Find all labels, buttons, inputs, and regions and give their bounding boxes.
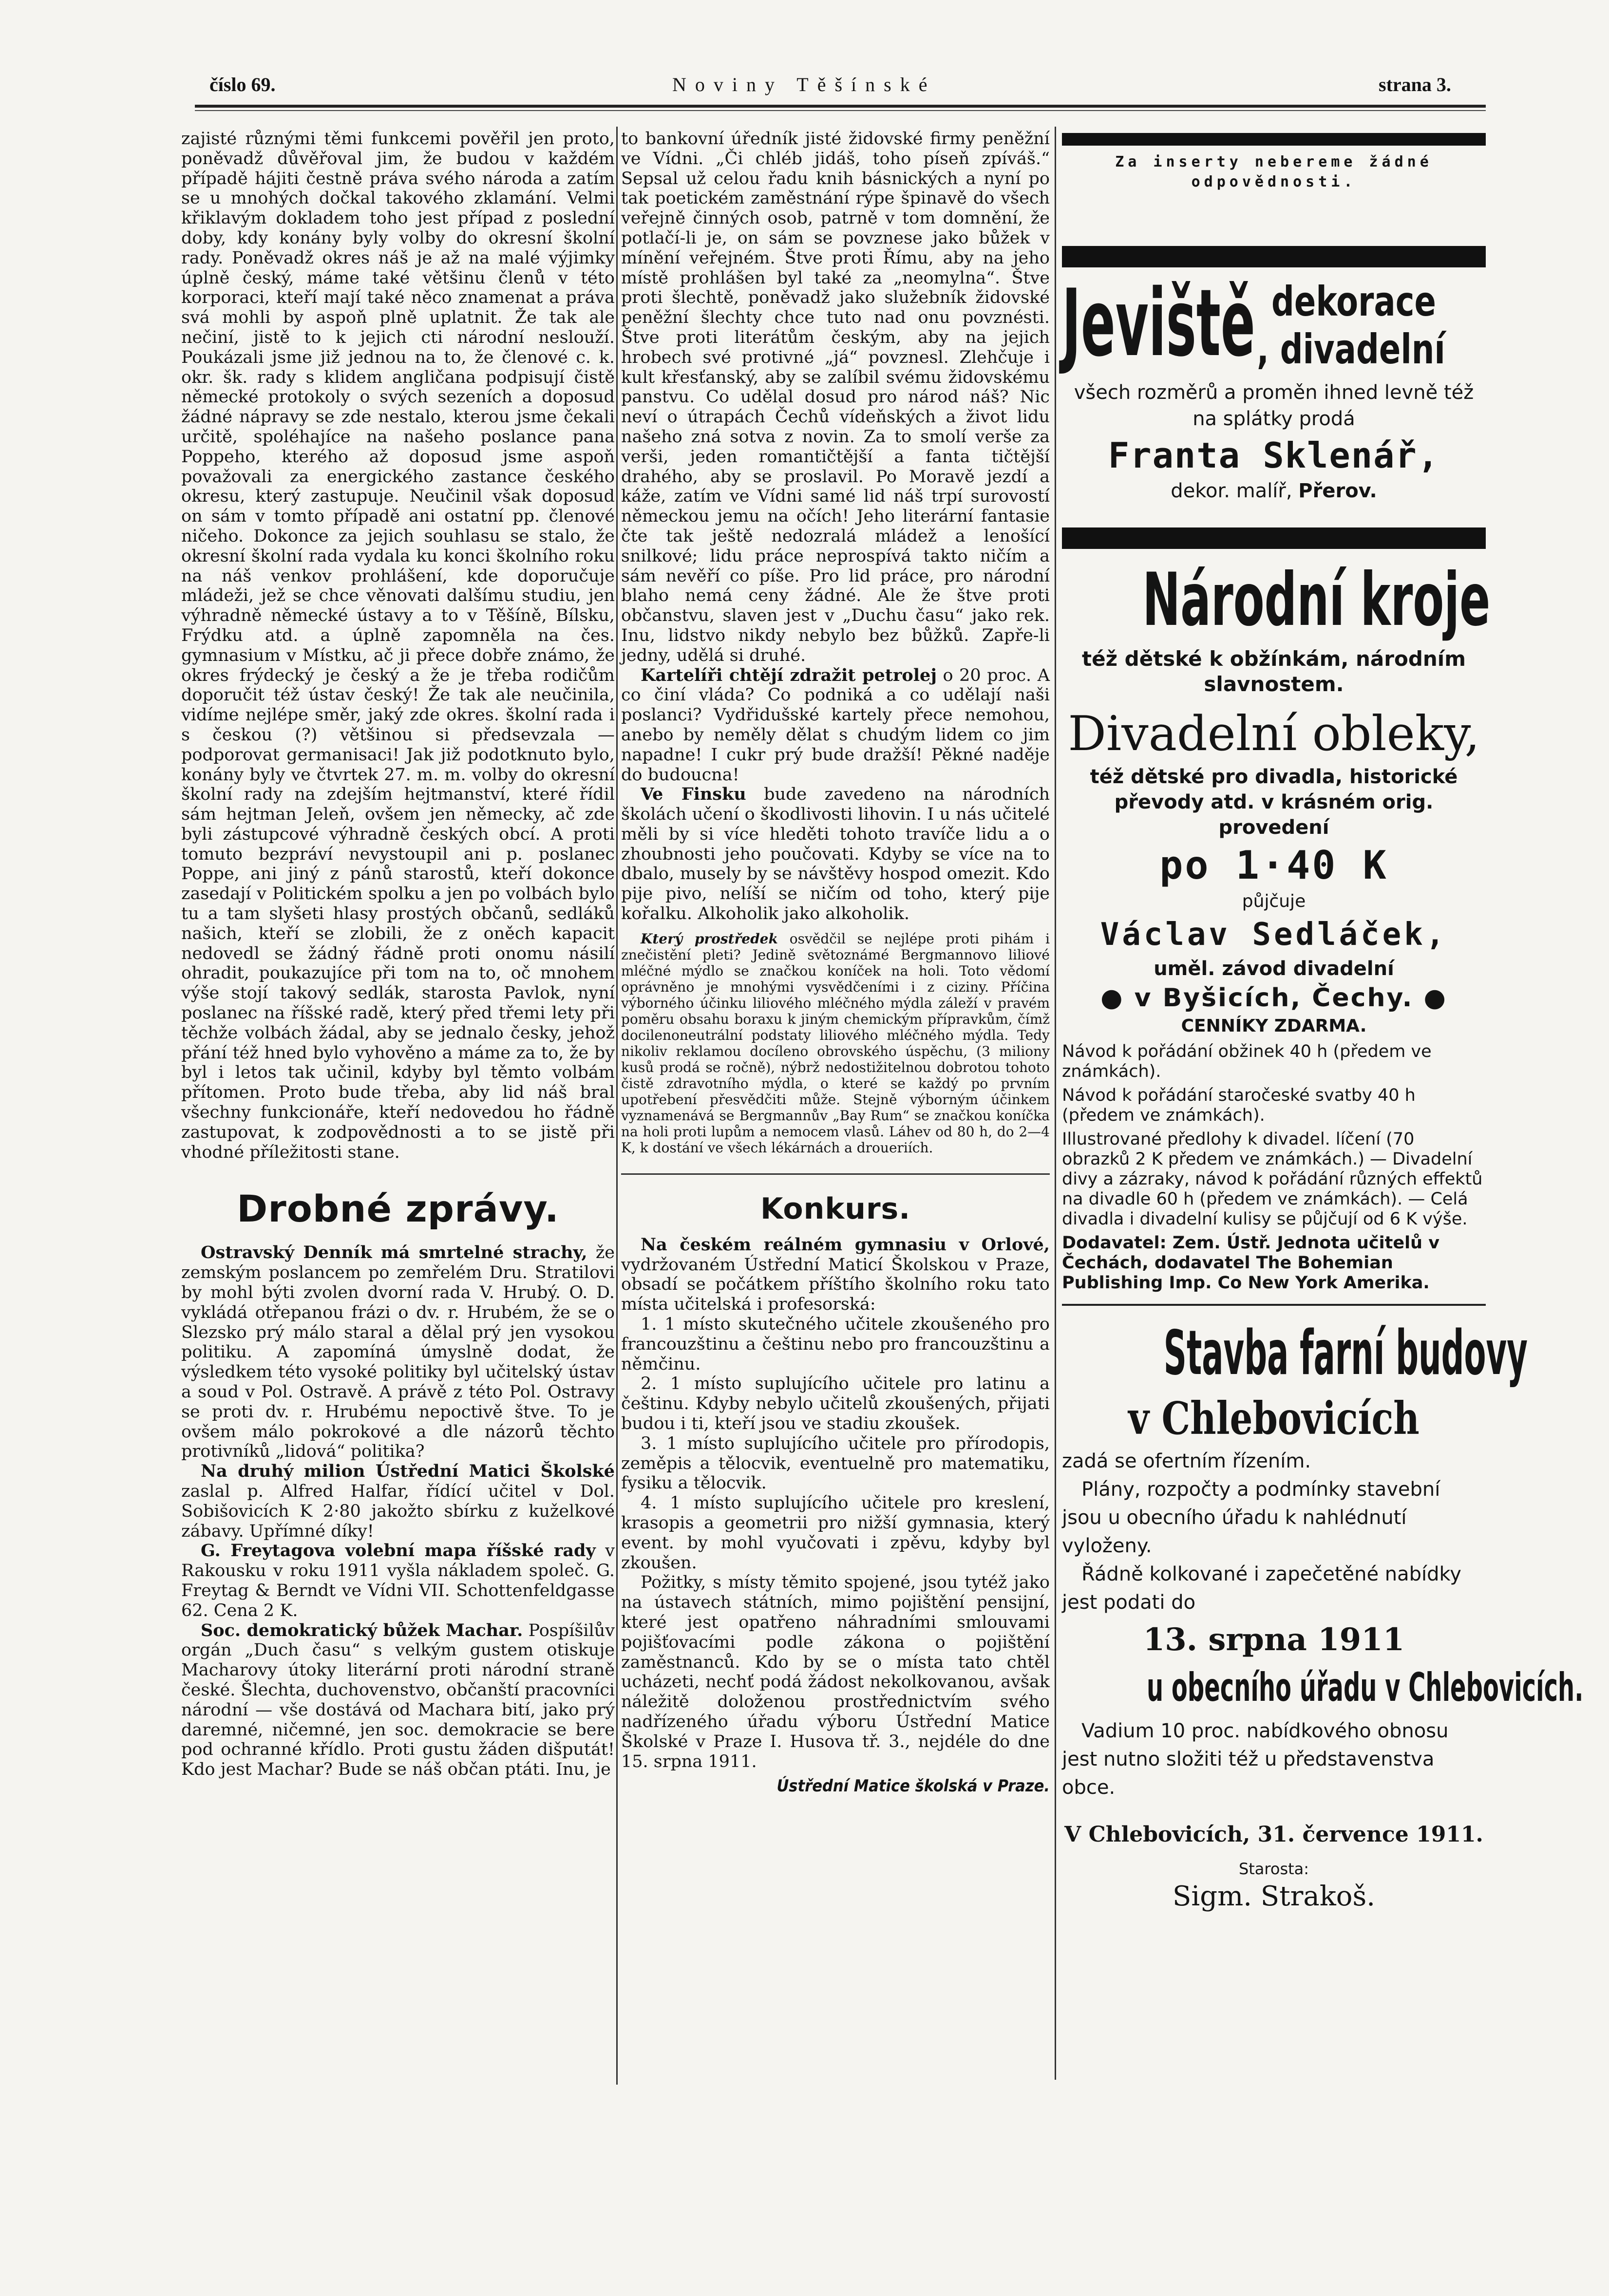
- ad-sedlacek: Václav Sedláček,: [1100, 916, 1448, 953]
- ad-place: ● v Byšicích, Čechy. ●: [1100, 983, 1447, 1013]
- ad-items: [1062, 1042, 1486, 1293]
- header-rule: [195, 105, 1486, 108]
- ad-item: Illustrované předlohy k divadel. líčení (70 obrazků 2 K předem ve známkách.) — Divadelní divy a zázraky, návod k pořádání různých effektů na divadle 60 h (předem ve známkách). — Celá divadla i divadelní kulisy se půjčují od 6 K výše.: [1062, 1129, 1483, 1229]
- ad-stavba-office: u obecního úřadu v Chlebovicích.: [1147, 1664, 1584, 1710]
- news-item: Kartelíři chtějí zdražit petrolej o 20 proc. A co činí vláda? Co podniká a co udělají naši poslanci? Vydřidušské kartely přece nemohou, anebo by neměly dělat s chudým lidem co jim napadne! I cukr prý bude dražší! Pěkné naděje do budoucna!: [621, 665, 1050, 785]
- ad-kroje-line: též dětské k obžínkám, národním slavnostem.: [1082, 646, 1466, 696]
- page-number: strana 3.: [1379, 74, 1451, 95]
- issue-number: číslo 69.: [209, 74, 276, 95]
- ad-obleky-text: též dětské pro divadla, historické převody atd. v krásném orig. provedení: [1090, 765, 1458, 839]
- ad-obleky: Divadelní obleky,: [1068, 706, 1480, 762]
- article-continuation: zajisté různými těmi funkcemi pověřil jen proto, poněvadž důvěřoval jim, že budou v každém případě hájiti čestně práva svého národa a zatím se u mnohých dočkal takového zklamání. Velmi křiklavým dokladem toho jest případ z poslední doby, kdy konány byly volby do okresní školní rady. Poněvadž okres náš je až na malé výjimky úplně český, máme také většinu členů v této korporaci, kteří mají také něco znamenat a práva svá mohli by aspoň plně uplatnit. Že tak ale nečiní, jistě to k jejich cti národní neslouží. Poukázali jsme již jednou na to, že členové c. k. okr. šk. rady s klidem angličana podpisují čistě německé protokoly o svých sezeních a doposud žádné nápravy se zde nestalo, kterou jsme čekali určitě, spoléhajíce na našeho poslance pana Poppeho, kterého až doposud jsme aspoň považovali za energického zastance českého okresu, který zastupuje. Neučinil však doposud on sám v tomto případě ani ostatní pp. členové ničeho. Dokonce za jejich souhlasu se stalo, že okresní školní rada vydala ku konci školního roku na náš venkov prohlášení, kde doporučuje mládeži, jež se chce věnovati dalšímu studiu, jen výhradně německé ústavy a to v Těšíně, Bílsku, Frýdku atd. a úplně zapomněla na čes. gymnasium v Místku, ač ji přece dobře známo, že okres frýdecký je český a že je třeba rodičům doporučit též ústav český! Že tak ale neučinila, vidíme nejlépe směr, jaký zde okres. školní rada i s českou (?) většinou si předsevzala — podporovat germanisaci! Jak již podotknuto bylo, konány byly ve čtvrtek 27. m. m. volby do okresní školní rady na zdejším hejtmanství, které řídil sám hejtman Jeleň, ovšem jen německy, ač zde byli zástupcové výhradně českých obcí. A proti tomuto bezpráví nevystoupil ani p. poslanec Poppe, ani jiný z pánů starostů, kteří dokonce zasedají v Politickém spolku a jen po volbách bylo tu a tam slyšeti hlasy prostých občanů, sedláků našich, kteří se zlobili, že z oněch kapacit nedovedl se žádný řádně proti onomu násilí ohradit, poukazujíce při tom na to, oč mnohem výše stojí takový sedlák, starosta Pavlok, nyní poslanec na říšské radě, který před třemi lety při těchže volbách žádal, aby se jednalo česky, jehož přání též hned bylo vyhověno a máme za to, že by byl i letos tak učinil, kdyby byl těmto volbám přítomen. Proto bude třeba, aby lid náš bral všechny funkcionáře, kteří nedovedou ho řádně zastupovat, k zodpovědnosti a to se jistě při vhodné příležitosti stane.: [181, 129, 615, 1162]
- column-left: [181, 129, 615, 1780]
- column-ads: [1062, 129, 1584, 1914]
- ad-item: Návod k pořádání obžinek 40 h (předem ve známkách).: [1062, 1041, 1432, 1081]
- ad-stavba-text: Plány, rozpočty a podmínky stavební jsou u obecního úřadu k nahlédnutí vyloženy.: [1062, 1478, 1440, 1557]
- divider: [1062, 1304, 1486, 1306]
- news-item: Na druhý milion Ústřední Matici Školské zaslal p. Alfred Halfar, řídící učitel v Dol. Sobišovicích K 2·80 jakožto sbírku z kuželkové zábavy. Upřímné díky!: [181, 1461, 615, 1541]
- header-rule-thin: [195, 110, 1486, 111]
- ad-jeviste-right1: dekorace: [1271, 277, 1436, 325]
- insert-notice: Za inserty nebereme žádné odpovědnosti.: [1115, 153, 1433, 190]
- konkurs-item: 3. 1 místo suplujícího učitele pro přírodopis, zeměpis a tělocvik, eventuelně pro matematiku, fysiku a tělocvik.: [621, 1433, 1050, 1493]
- bullet-icon: ●: [1100, 983, 1124, 1013]
- ad-stavba-signature: Sigm. Strakoš.: [1172, 1880, 1376, 1912]
- ad-kroje-title: Národní kroje: [1142, 557, 1491, 642]
- ad-jeviste-text: všech rozměrů a proměn ihned levně též na splátky prodá: [1074, 381, 1474, 430]
- section-heading: Drobné zprávy.: [237, 1187, 559, 1231]
- divider: [621, 1173, 1050, 1175]
- ad-stavba-dated: V Chlebovicích, 31. července 1911.: [1064, 1822, 1483, 1847]
- news-item: Ve Finsku bude zavedeno na národních školách učení o škodlivosti lihovin. I u nás učitelé měli by si více hleděti tohoto travíče lidu a o zhoubnosti jeho poučovati. Kdyby se více na to dbalo, musely by se návštěvy hospod omezit. Kdo pije pivo, nelíší se ničím od toho, který pije kořalku. Alkoholik jako alkoholik.: [621, 784, 1050, 924]
- ad-stavba-title: Stavba farní budovy: [1163, 1317, 1528, 1389]
- ad-item: Dodavatel: Zem. Ústř. Jednota učitelů v Čechách, dodavatel The Bohemian Publishing Imp. Co New York Amerika.: [1062, 1233, 1440, 1293]
- column-middle: [621, 129, 1050, 1796]
- ad-bar: [1062, 527, 1486, 549]
- konkurs-item: 2. 1 místo suplujícího učitele pro latinu a češtinu. Kdyby nebylo učitelů zkoušených, přijati budou i ti, kteří jsou ve stadiu zkoušek.: [621, 1374, 1050, 1434]
- ad-cenniky: CENNÍKY ZDARMA.: [1181, 1016, 1367, 1036]
- konkurs-item: 1. 1 místo skutečného učitele zkoušeného pro francouzštinu a češtinu nebo pro francouzštinu a němčinu.: [621, 1315, 1050, 1374]
- ad-jeviste-big: Jeviště: [1062, 269, 1255, 377]
- ad-item: Návod k pořádání staročeské svatby 40 h (předem ve známkách).: [1062, 1085, 1416, 1125]
- ad-price: po 1·40 K: [1159, 842, 1388, 888]
- konkurs-signature: Ústřední Matice školská v Praze.: [776, 1776, 1050, 1796]
- ad-jeviste: [1062, 269, 1486, 379]
- ad-stavba-text: Vadium 10 proc. nabídkového obnosu jest nutno složiti též u představenstva obce.: [1062, 1719, 1449, 1799]
- konkurs-heading: Konkurs.: [760, 1191, 911, 1226]
- ad-stavba-text: zadá se ofertním řízením.: [1062, 1449, 1311, 1472]
- article-continuation: to bankovní úředník jisté židovské firmy peněžní ve Vídni. „Či chléb jidáš, toho píseň zpíváš.“ Sepsal už celou řadu knih básnických a nyní po tak poetickém zaměstnání rýpe špinavě do všech veřejně činných osob, patrně v tom domnění, že potlačí-li je, on sám se povznese jako bůžek v mínění veřejném. Štve proti Římu, aby na jeho místě prohlášen byl také za „neomylna“. Štve proti šlechtě, poněvadž jako služebník židovské peněžní šlechty chce tuto nad onu povznésti. Štve proti literátům českým, aby na jejich hrobech své protivné „já“ povznesl. Zlehčuje i kult křesťanský, aby se zalíbil svému židovskému panstvu. Co udělal dosud pro národ náš? Nic neví o útrapách Čechů vídeňských a život lidu našeho zná sotva z novin. Za to smolí verše za verši, jeden romantičtější a fanta tičtější drahého, aby se proslavil. Po Moravě jezdí a káže, zatím ve Vídni samé lid náš trpí surovostí německou jemu na očích! Jeho literární fantasie čte tak ještě nedozralá mládež a lenošící snilkové; lidu práce neprospívá takto ničím a sám nevěří co píše. Pro lid práce, pro národní blaho nemá ceny žádné. Ale že štve proti občanstvu, slaven jest v „Duchu času“ jako rek. Inu, lidstvo nikdy nebylo bez bůžků. Zapře-li jedny, udělá si druhé.: [621, 129, 1050, 665]
- ad-zavod: uměl. závod divadelní: [1154, 957, 1394, 980]
- bullet-icon: ●: [1423, 983, 1447, 1013]
- ad-stavba-place: v Chlebovicích: [1128, 1392, 1420, 1445]
- ad-pujcuje: půjčuje: [1242, 891, 1306, 911]
- masthead-title: Noviny Těšínské: [672, 74, 936, 95]
- ad-jeviste-name: Franta Sklenář,: [1108, 434, 1440, 476]
- ad-jeviste-sub: dekor. malíř, Přerov.: [1171, 479, 1377, 502]
- konkurs-intro: Na českém reálném gymnasiu v Orlové, vydržovaném Ústřední Maticí Školskou v Praze, obsadí se počátkem příštího školního roku tato místa učitelská i profesorská:: [621, 1234, 1050, 1315]
- column-divider: [616, 127, 618, 2085]
- news-item: G. Freytagova volební mapa říšské rady v Rakousku v roku 1911 vyšla nákladem společ. G. Freytag & Berndt ve Vídni VII. Schottenfeldgasse 62. Cena 2 K.: [181, 1541, 615, 1620]
- ad-stavba-text: Řádně kolkované i zapečetěné nabídky jest podati do: [1062, 1562, 1461, 1614]
- ad-bar: [1062, 246, 1486, 267]
- soap-advert: Který prostředek osvědčil se nejlépe proti pihám i znečistění pleti? Jedině světoznámé Bergmannovo liliové mléčné mýdlo se značkou koníček na holi. Toto vědomí oprávněno je mnohými vysvědčeními i z ciziny. Příčina výborného účinku liliového mléčného mýdla záleží v pravém poměru obsahu boraxu k jiným chemickým přípravkům, čímž docilenoneutrální podstaty liliového mléčného mýdla. Tedy nikoliv reklamou docíleno obrovského úspěchu, (3 miliony kusů prodá se ročně), nýbrž nedostižitelnou dobrotou tohoto čistě zdravotního mýdla, o které se každý po prvním upotřebení přesvědčiti může. Stejně výborným účinkem vyznamenává se Bergmannův „Bay Rum“ se značkou koníčka na holi proti lupům a nemocem vlasů. Láhev od 80 h, do 2—4 K, k dostání ve všech lékárnách a droueriích.: [621, 930, 1050, 1156]
- ad-stavba-date: 13. srpna 1911: [1143, 1621, 1405, 1658]
- column-divider: [1055, 127, 1056, 2080]
- news-item: Soc. demokratický bůžek Machar. Pospíšilův orgán „Duch času“ s velkým gustem otiskuje Macharovy útoky literární proti národní straně české. Šlechta, duchovenstvo, občanští pracovníci národní — vše dostává od Machara bití, jako prý daremné, ničemné, jen soc. demokracie se bere pod ochranné křídlo. Proti gustu žáden dišputát! Kdo jest Machar? Bude se náš občan ptáti. Inu, je: [181, 1620, 615, 1780]
- ad-stavba-role: Starosta:: [1238, 1859, 1309, 1878]
- news-item: Ostravský Denník má smrtelné strachy, že zemským poslancem po zemřelém Dru. Stratilovi by mohl býti zvolen dvorní rada V. Hrubý. O. D. vykládá otřepanou frázi o dv. r. Hrubém, že se o Slezsko prý málo staral a dělal prý jen vysokou politiku. A zapomíná úmyslně dodat, že výsledkem této vysoké politiky byl učitelský ústav a soud v Pol. Ostravě. A právě z této Pol. Ostravy se proti dv. r. Hrubému nepoctivě štve. To je ovšem málo pokrokové a dle názorů těchto protivníků „lidová“ politika?: [181, 1242, 615, 1462]
- ad-jeviste-right2: , divadelní: [1257, 325, 1445, 373]
- ad-bar: [1062, 133, 1486, 146]
- konkurs-item: Požitky, s místy těmito spojené, jsou tytéž jako na ústavech státních, mimo pojištění pensijní, které jest opatřeno náhradními smlouvami pojišťovacími podle zákona o pojištění zaměstnanců. Kdo by se o místa tato chtěl ucházeti, nechť podá žádost nekolkovanou, avšak náležitě doloženou prostřednictvím svého nadřízeného úřadu výboru Ústřední Matice Školské v Praze I. Husova tř. 3., nejdéle do dne 15. srpna 1911.: [621, 1573, 1050, 1771]
- konkurs-item: 4. 1 místo suplujícího učitele pro kreslení, krasopis a geometrii pro nižší gymnasia, který event. by mohl vyučovati i zpěvu, kdyby byl zkoušen.: [621, 1493, 1050, 1573]
